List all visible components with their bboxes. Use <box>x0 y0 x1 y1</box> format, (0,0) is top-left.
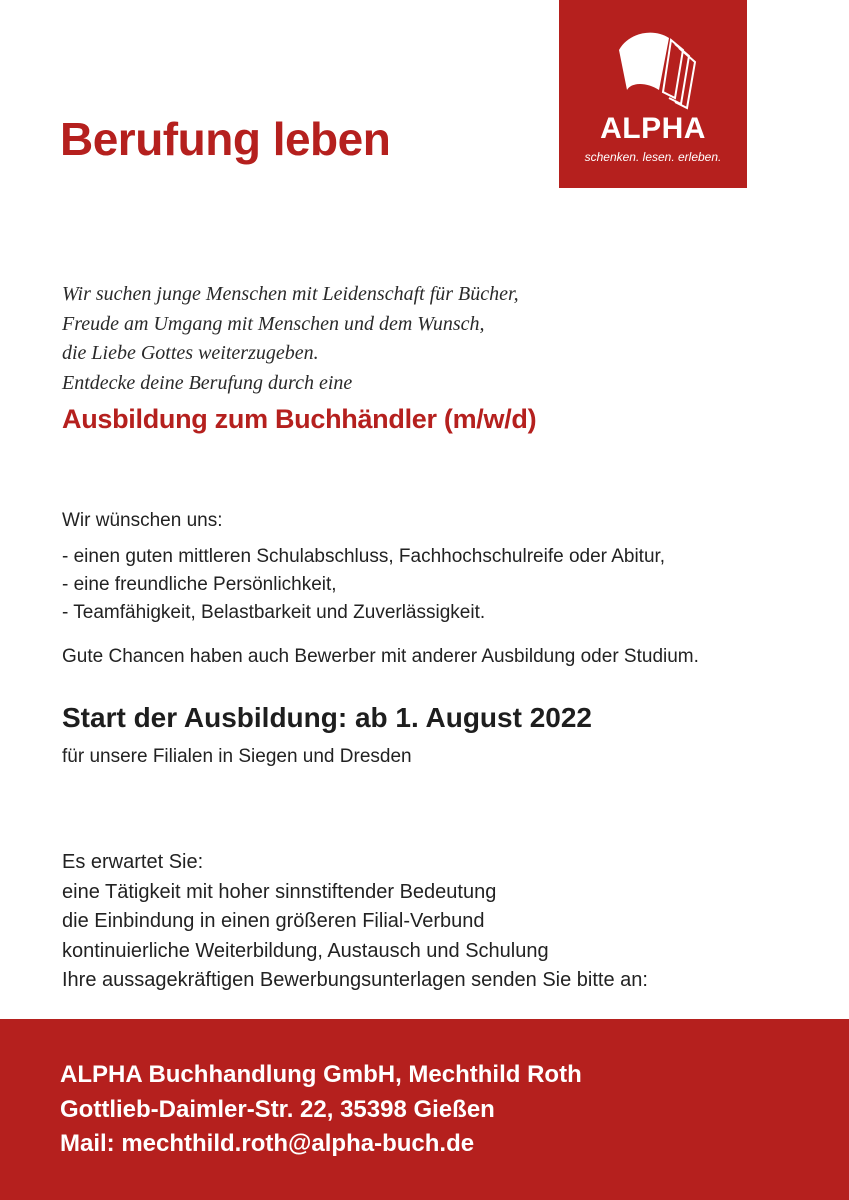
start-heading: Start der Ausbildung: ab 1. August 2022 <box>62 702 593 733</box>
intro-line: Wir suchen junge Menschen mit Leidenschaft für Bücher, <box>62 283 519 305</box>
contact-footer <box>0 1019 849 1200</box>
offer-line: Ihre aussagekräftigen Bewerbungsunterlagen senden Sie bitte an: <box>62 969 648 991</box>
offer-line: die Einbindung in einen größeren Filial-Verbund <box>62 910 485 932</box>
start-subtext: für unsere Filialen in Siegen und Dresden <box>62 746 412 767</box>
requirements-note: Gute Chancen haben auch Bewerber mit anderer Ausbildung oder Studium. <box>62 646 699 667</box>
list-item: - einen guten mittleren Schulabschluss, Fachhochschulreife oder Abitur, <box>62 546 666 567</box>
list-item: - eine freundliche Persönlichkeit, <box>62 574 337 595</box>
requirements-list <box>62 543 665 627</box>
contact-company: ALPHA Buchhandlung GmbH, Mechthild Roth <box>60 1061 582 1088</box>
alpha-logo <box>559 0 747 188</box>
offer-text <box>62 848 648 996</box>
contact-mail[interactable]: Mail: mechthild.roth@alpha-buch.de <box>60 1130 475 1157</box>
intro-line: die Liebe Gottes weiterzugeben. <box>62 342 319 364</box>
intro-line: Entdecke deine Berufung durch eine <box>62 371 353 394</box>
open-book-icon <box>609 20 699 112</box>
intro-line: Freude am Umgang mit Menschen und dem Wunsch, <box>62 312 485 335</box>
logo-name: ALPHA <box>600 112 706 145</box>
offer-line: Es erwartet Sie: <box>62 851 204 873</box>
offer-line: kontinuierliche Weiterbildung, Austausch und Schulung <box>62 939 549 962</box>
page-headline: Berufung leben <box>60 113 391 165</box>
list-item: - Teamfähigkeit, Belastbarkeit und Zuverlässigkeit. <box>62 602 486 623</box>
contact-address: Gottlieb-Daimler-Str. 22, 35398 Gießen <box>60 1095 495 1123</box>
logo-tagline: schenken. lesen. erleben. <box>584 150 722 164</box>
requirements-heading: Wir wünschen uns: <box>62 510 223 531</box>
intro-text <box>62 280 702 398</box>
offer-line: eine Tätigkeit mit hoher sinnstiftender Bedeutung <box>62 880 497 903</box>
position-title: Ausbildung zum Buchhändler (m/w/d) <box>62 404 537 434</box>
